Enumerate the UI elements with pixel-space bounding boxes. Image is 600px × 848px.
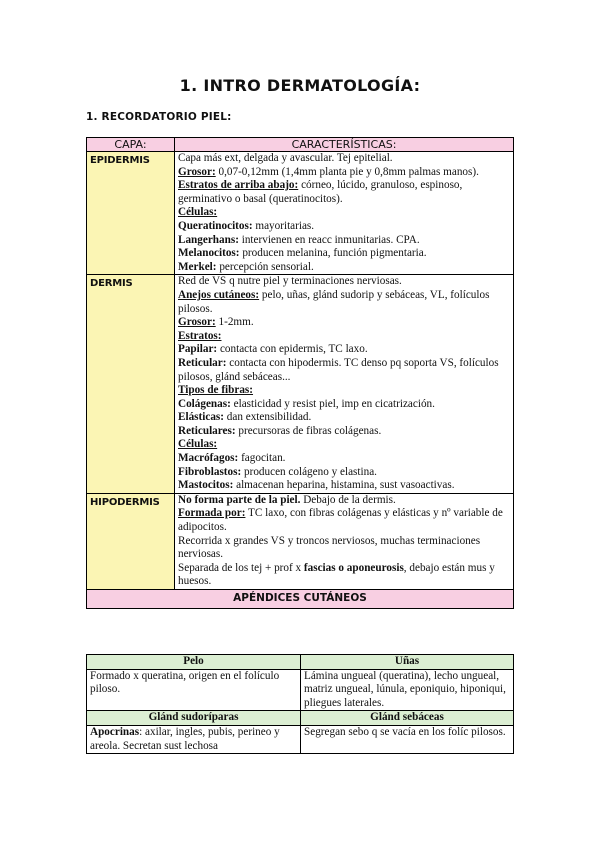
dermis-cell-item: Mastocitos: almacenan heparina, histamina, sust vasoactivas. — [178, 479, 455, 492]
col-header-caracteristicas: CARACTERÍSTICAS: — [175, 138, 514, 152]
sudoriparas-text: Apocrinas: axilar, ingles, pubis, perineo y areola. Secretan sust lechosa — [87, 725, 301, 753]
dermis-grosor: Grosor: 1-2mm. — [178, 316, 254, 329]
page-title: 1. INTRO DERMATOLOGÍA: — [179, 76, 421, 95]
sudoriparas-header: Glánd sudoríparas — [87, 711, 301, 726]
dermis-fibra-item: Reticulares: precursoras de fibras colágenas. — [178, 424, 382, 437]
apendices-subheader-row — [87, 655, 514, 670]
glands-subheader-row — [87, 711, 514, 726]
dermis-intro: Red de VS q nutre piel y terminaciones nerviosas. — [178, 275, 402, 288]
dermis-fibra-item: Elásticas: dan extensibilidad. — [178, 411, 312, 424]
dermis-estratos-heading: Estratos: — [178, 329, 222, 342]
section-subtitle: 1. RECORDATORIO PIEL: — [86, 111, 232, 123]
epidermis-grosor: Grosor: 0,07-0,12mm (1,4mm planta pie y 0,8mm palmas manos). — [178, 165, 479, 178]
epidermis-cell-item: Melanocitos: producen melanina, función pigmentaria. — [178, 247, 427, 260]
apendices-table — [86, 654, 514, 754]
epidermis-row — [87, 152, 514, 275]
glands-content-row — [87, 725, 514, 753]
epidermis-celulas-heading: Células: — [178, 206, 218, 219]
dermis-anejos: Anejos cutáneos: pelo, uñas, glánd sudorip y sebáceas, VL, folículos pilosos. — [178, 288, 490, 315]
dermis-description — [175, 275, 514, 494]
pelo-header: Pelo — [87, 655, 301, 670]
dermis-fibras-heading: Tipos de fibras: — [178, 384, 254, 397]
hipodermis-line1: No forma parte de la piel. Debajo de la dermis. — [178, 493, 396, 506]
dermis-cell-item: Fibroblastos: producen colágeno y elastina. — [178, 465, 377, 478]
epidermis-cell-item: Queratinocitos: mayoritarias. — [178, 219, 315, 232]
epidermis-cell-item: Langerhans: intervienen en reacc inmunitarias. CPA. — [178, 233, 420, 246]
sebaceas-text: Segregan sebo q se vacía en los folíc pilosos. — [301, 725, 514, 753]
unas-header: Uñas — [301, 655, 514, 670]
apendices-content-row — [87, 669, 514, 711]
dermis-estrato-item: Reticular: contacta con hipodermis. TC denso pq soporta VS, folículos pilosos, glánd sebáceas... — [178, 356, 499, 383]
hipodermis-recorrida: Recorrida x grandes VS y troncos nerviosos, muchas terminaciones nerviosas. — [178, 534, 481, 561]
epidermis-description — [175, 152, 514, 275]
epidermis-label: EPIDERMIS — [87, 152, 175, 275]
table-header-row — [87, 138, 514, 152]
skin-layers-table — [86, 137, 514, 609]
hipodermis-row — [87, 493, 514, 589]
hipodermis-description — [175, 493, 514, 589]
dermis-estrato-item: Papilar: contacta con epidermis, TC laxo. — [178, 343, 368, 356]
sebaceas-header: Glánd sebáceas — [301, 711, 514, 726]
dermis-cell-item: Macrófagos: fagocitan. — [178, 452, 286, 465]
epidermis-intro: Capa más ext, delgada y avascular. Tej epitelial. — [178, 152, 393, 164]
dermis-row — [87, 275, 514, 494]
dermis-celulas-heading: Células: — [178, 438, 218, 451]
hipodermis-formada: Formada por: TC laxo, con fibras colágenas y elásticas y nº variable de adipocitos. — [178, 507, 503, 534]
epidermis-estratos: Estratos de arriba abajo: córneo, lúcido, granuloso, espinoso, germinativo o basal (queratinocitos). — [178, 179, 463, 205]
hipodermis-label: HIPODERMIS — [87, 493, 175, 589]
hipodermis-separada: Separada de los tej + prof x fascias o aponeurosis, debajo están mus y huesos. — [178, 561, 495, 588]
apendices-header-row — [87, 590, 514, 609]
dermis-label: DERMIS — [87, 275, 175, 494]
dermis-fibra-item: Colágenas: elasticidad y resist piel, imp en cicatrización. — [178, 397, 435, 410]
col-header-capa: CAPA: — [87, 138, 175, 152]
unas-text: Lámina ungueal (queratina), lecho ungueal, matriz ungueal, lúnula, eponiquio, hiponiqui, pliegues laterales. — [301, 669, 514, 711]
epidermis-cell-item: Merkel: percepción sensorial. — [178, 260, 314, 273]
pelo-text: Formado x queratina, origen en el folículo piloso. — [87, 669, 301, 711]
apendices-header: APÉNDICES CUTÁNEOS — [87, 590, 514, 609]
